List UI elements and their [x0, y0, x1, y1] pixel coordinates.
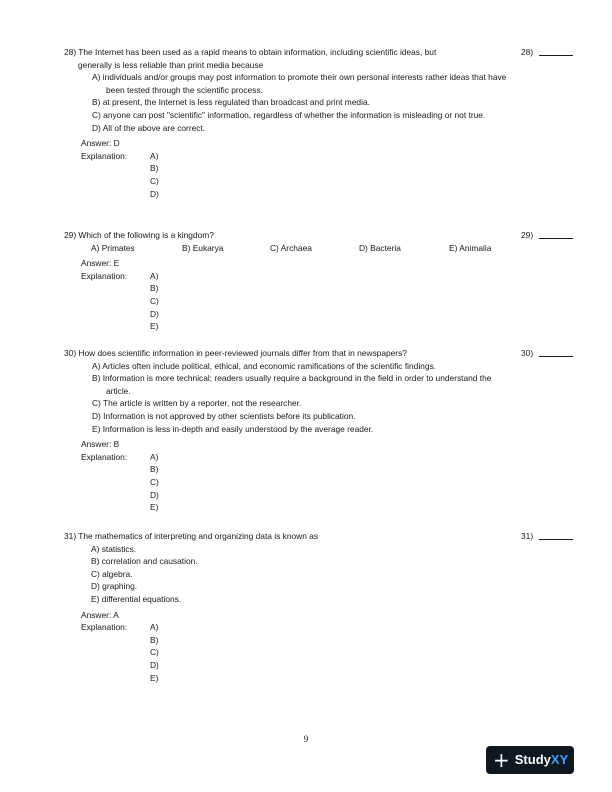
- option-e: E) Information is less in-depth and easily understood by the average reader.: [92, 423, 374, 434]
- explanation-label: Explanation:: [81, 270, 128, 281]
- answer-blank-31[interactable]: 31): [521, 530, 573, 543]
- explanation-option: C): [150, 476, 159, 487]
- answer-blank-30[interactable]: 30): [521, 347, 573, 360]
- explanation-option: D): [150, 308, 159, 319]
- question-28: [64, 46, 514, 200]
- question-30: [64, 347, 514, 514]
- explanation-option: C): [150, 175, 159, 186]
- question-stem: 31) The mathematics of interpreting and organizing data is known as: [64, 531, 319, 541]
- explanation-option: C): [150, 295, 159, 306]
- plus-icon: +: [493, 748, 510, 772]
- option-e: E) Animalia: [449, 242, 492, 253]
- option-d: D) Bacteria: [359, 242, 401, 253]
- explanation-option: D): [150, 188, 159, 199]
- explanation-option: B): [150, 283, 159, 294]
- explanation-option: E): [150, 502, 159, 513]
- answer-line: Answer: B: [81, 439, 120, 450]
- question-stem: 30) How does scientific information in peer-reviewed journals differ from that in newspapers?: [64, 348, 407, 358]
- option-b: B) at present, the Internet is less regulated than broadcast and print media.: [92, 97, 370, 108]
- option-c: C) The article is written by a reporter, not the researcher.: [92, 398, 302, 409]
- explanation-option: B): [150, 634, 159, 645]
- explanation-option: D): [150, 489, 159, 500]
- question-stem: generally is less reliable than print media because: [78, 59, 264, 70]
- option-a: A) Primates: [91, 242, 135, 253]
- explanation-option: A): [150, 150, 159, 161]
- option-d: D) Information is not approved by other scientists before its publication.: [92, 410, 356, 421]
- explanation-option: B): [150, 163, 159, 174]
- explanation-option: D): [150, 659, 159, 670]
- answer-line: Answer: A: [81, 609, 119, 620]
- answer-line: Answer: D: [81, 138, 120, 149]
- option-c: C) anyone can post "scientific" information, regardless of whether the information is misleading or not true.: [92, 109, 486, 120]
- explanation-option: A): [150, 451, 159, 462]
- option-c: C) Archaea: [270, 242, 312, 253]
- option-c: C) algebra.: [91, 568, 133, 579]
- option-a: A) individuals and/or groups may post information to promote their own personal interests rather ideas that have been tested through the scientific process.: [92, 72, 507, 95]
- explanation-option: C): [150, 647, 159, 658]
- page-number: 9: [303, 734, 309, 744]
- studyxy-logo[interactable]: [486, 746, 574, 774]
- explanation-option: A): [150, 622, 159, 633]
- answer-blank-29[interactable]: 29): [521, 229, 573, 242]
- explanation-option: E): [150, 321, 159, 332]
- question-29: [64, 229, 514, 333]
- question-stem: 28) The Internet has been used as a rapid means to obtain information, including scientific ideas, but: [64, 47, 437, 57]
- logo-text: StudyXY: [514, 751, 569, 767]
- option-a: A) statistics.: [91, 543, 137, 554]
- option-b: B) Information is more technical; readers usually require a background in the field in order to understand the article.: [92, 373, 492, 396]
- answer-line: Answer: E: [81, 258, 120, 269]
- explanation-label: Explanation:: [81, 150, 128, 161]
- option-d: D) graphing.: [91, 581, 138, 592]
- option-b: B) Eukarya: [182, 242, 224, 253]
- option-a: A) Articles often include political, ethical, and economic ramifications of the scientific findings.: [92, 360, 437, 371]
- explanation-option: E): [150, 672, 159, 683]
- explanation-option: A): [150, 270, 159, 281]
- option-b: B) correlation and causation.: [91, 556, 198, 567]
- question-31: [64, 530, 514, 684]
- question-stem: 29) Which of the following is a kingdom?: [64, 230, 214, 240]
- answer-blank-28[interactable]: 28): [521, 46, 573, 59]
- explanation-label: Explanation:: [81, 451, 128, 462]
- option-e: E) differential equations.: [91, 593, 182, 604]
- explanation-option: B): [150, 464, 159, 475]
- option-d: D) All of the above are correct.: [92, 122, 206, 133]
- explanation-label: Explanation:: [81, 622, 128, 633]
